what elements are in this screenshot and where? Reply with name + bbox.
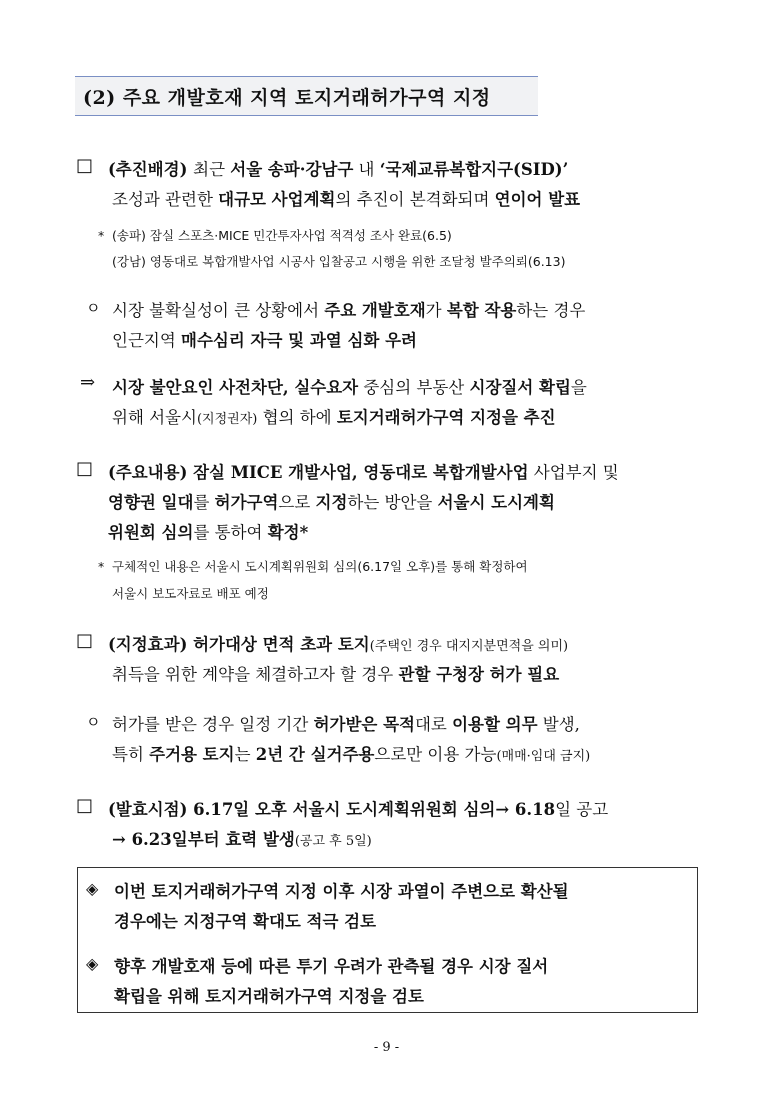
page-number: - 9 - (373, 1040, 400, 1055)
content-note-1: 구체적인 내용은 서울시 도시계획위원회 심의(6.17일 오후)를 통해 확정하여 (112, 559, 528, 574)
checkbox-bullet: □ (76, 795, 94, 816)
background-note-2: (강남) 영동대로 복합개발사업 시공사 입찰공고 시행을 위한 조달청 발주의뢰(6.13) (112, 254, 566, 269)
circle-bullet: ㅇ (86, 299, 101, 317)
diamond-bullet: ◈ (86, 954, 99, 973)
note-asterisk: * (98, 559, 105, 574)
section-title: (2) 주요 개발호재 지역 토지거래허가구역 지정 (83, 86, 491, 109)
content-note-2: 서울시 보도자료로 배포 예정 (112, 586, 269, 601)
note-asterisk: * (98, 228, 105, 243)
effect-line-2: 취득을 위한 계약을 체결하고자 할 경우 관할 구청장 허가 필요 (112, 665, 560, 684)
summary-item-1-line-1: 이번 토지거래허가구역 지정 이후 시장 과열이 주변으로 확산될 (114, 882, 569, 901)
background-line-2: 조성과 관련한 대규모 사업계획의 추진이 본격화되며 연이어 발표 (112, 190, 581, 209)
uncertainty-line-1: 시장 불확실성이 큰 상황에서 주요 개발호재가 복합 작용하는 경우 (112, 301, 586, 320)
conclusion-line-2: 위해 서울시(지정권자) 협의 하에 토지거래허가구역 지정을 추진 (112, 408, 556, 427)
summary-item-2-line-1: 향후 개발호재 등에 따른 투기 우려가 관측될 경우 시장 질서 (114, 957, 549, 976)
summary-box (77, 867, 698, 1013)
uncertainty-line-2: 인근지역 매수심리 자극 및 과열 심화 우려 (112, 331, 417, 350)
diamond-bullet: ◈ (86, 879, 99, 898)
obligation-line-1: 허가를 받은 경우 일정 기간 허가받은 목적대로 이용할 의무 발생, (112, 715, 580, 734)
circle-bullet: ㅇ (86, 713, 101, 731)
checkbox-bullet: □ (76, 630, 94, 651)
summary-item-1-line-2: 경우에는 지정구역 확대도 적극 검토 (114, 912, 377, 931)
checkbox-bullet: □ (76, 458, 94, 479)
effective-date-line-1: (발효시점) 6.17일 오후 서울시 도시계획위원회 심의→ 6.18일 공고 (108, 800, 609, 819)
checkbox-bullet: □ (76, 155, 94, 176)
section-title-box (75, 76, 538, 116)
content-line-3: 위원회 심의를 통하여 확정* (108, 523, 309, 542)
summary-item-2-line-2: 확립을 위해 토지거래허가구역 지정을 검토 (114, 987, 424, 1006)
effective-date-line-2: → 6.23일부터 효력 발생(공고 후 5일) (112, 830, 372, 849)
conclusion-line-1: 시장 불안요인 사전차단, 실수요자 중심의 부동산 시장질서 확립을 (112, 378, 587, 397)
obligation-line-2: 특히 주거용 토지는 2년 간 실거주용으로만 이용 가능(매매·임대 금지) (112, 745, 591, 764)
background-line-1: (추진배경) 최근 서울 송파·강남구 내 ‘국제교류복합지구(SID)’ (108, 160, 569, 179)
background-note-1: (송파) 잠실 스포츠·MICE 민간투자사업 적격성 조사 완료(6.5) (112, 228, 452, 243)
content-line-2: 영향권 일대를 허가구역으로 지정하는 방안을 서울시 도시계획 (108, 493, 555, 512)
content-line-1: (주요내용) 잠실 MICE 개발사업, 영동대로 복합개발사업 사업부지 및 (108, 463, 619, 482)
effect-line-1: (지정효과) 허가대상 면적 초과 토지(주택인 경우 대지지분면적을 의미) (108, 635, 569, 654)
arrow-bullet: ⇒ (80, 372, 96, 393)
